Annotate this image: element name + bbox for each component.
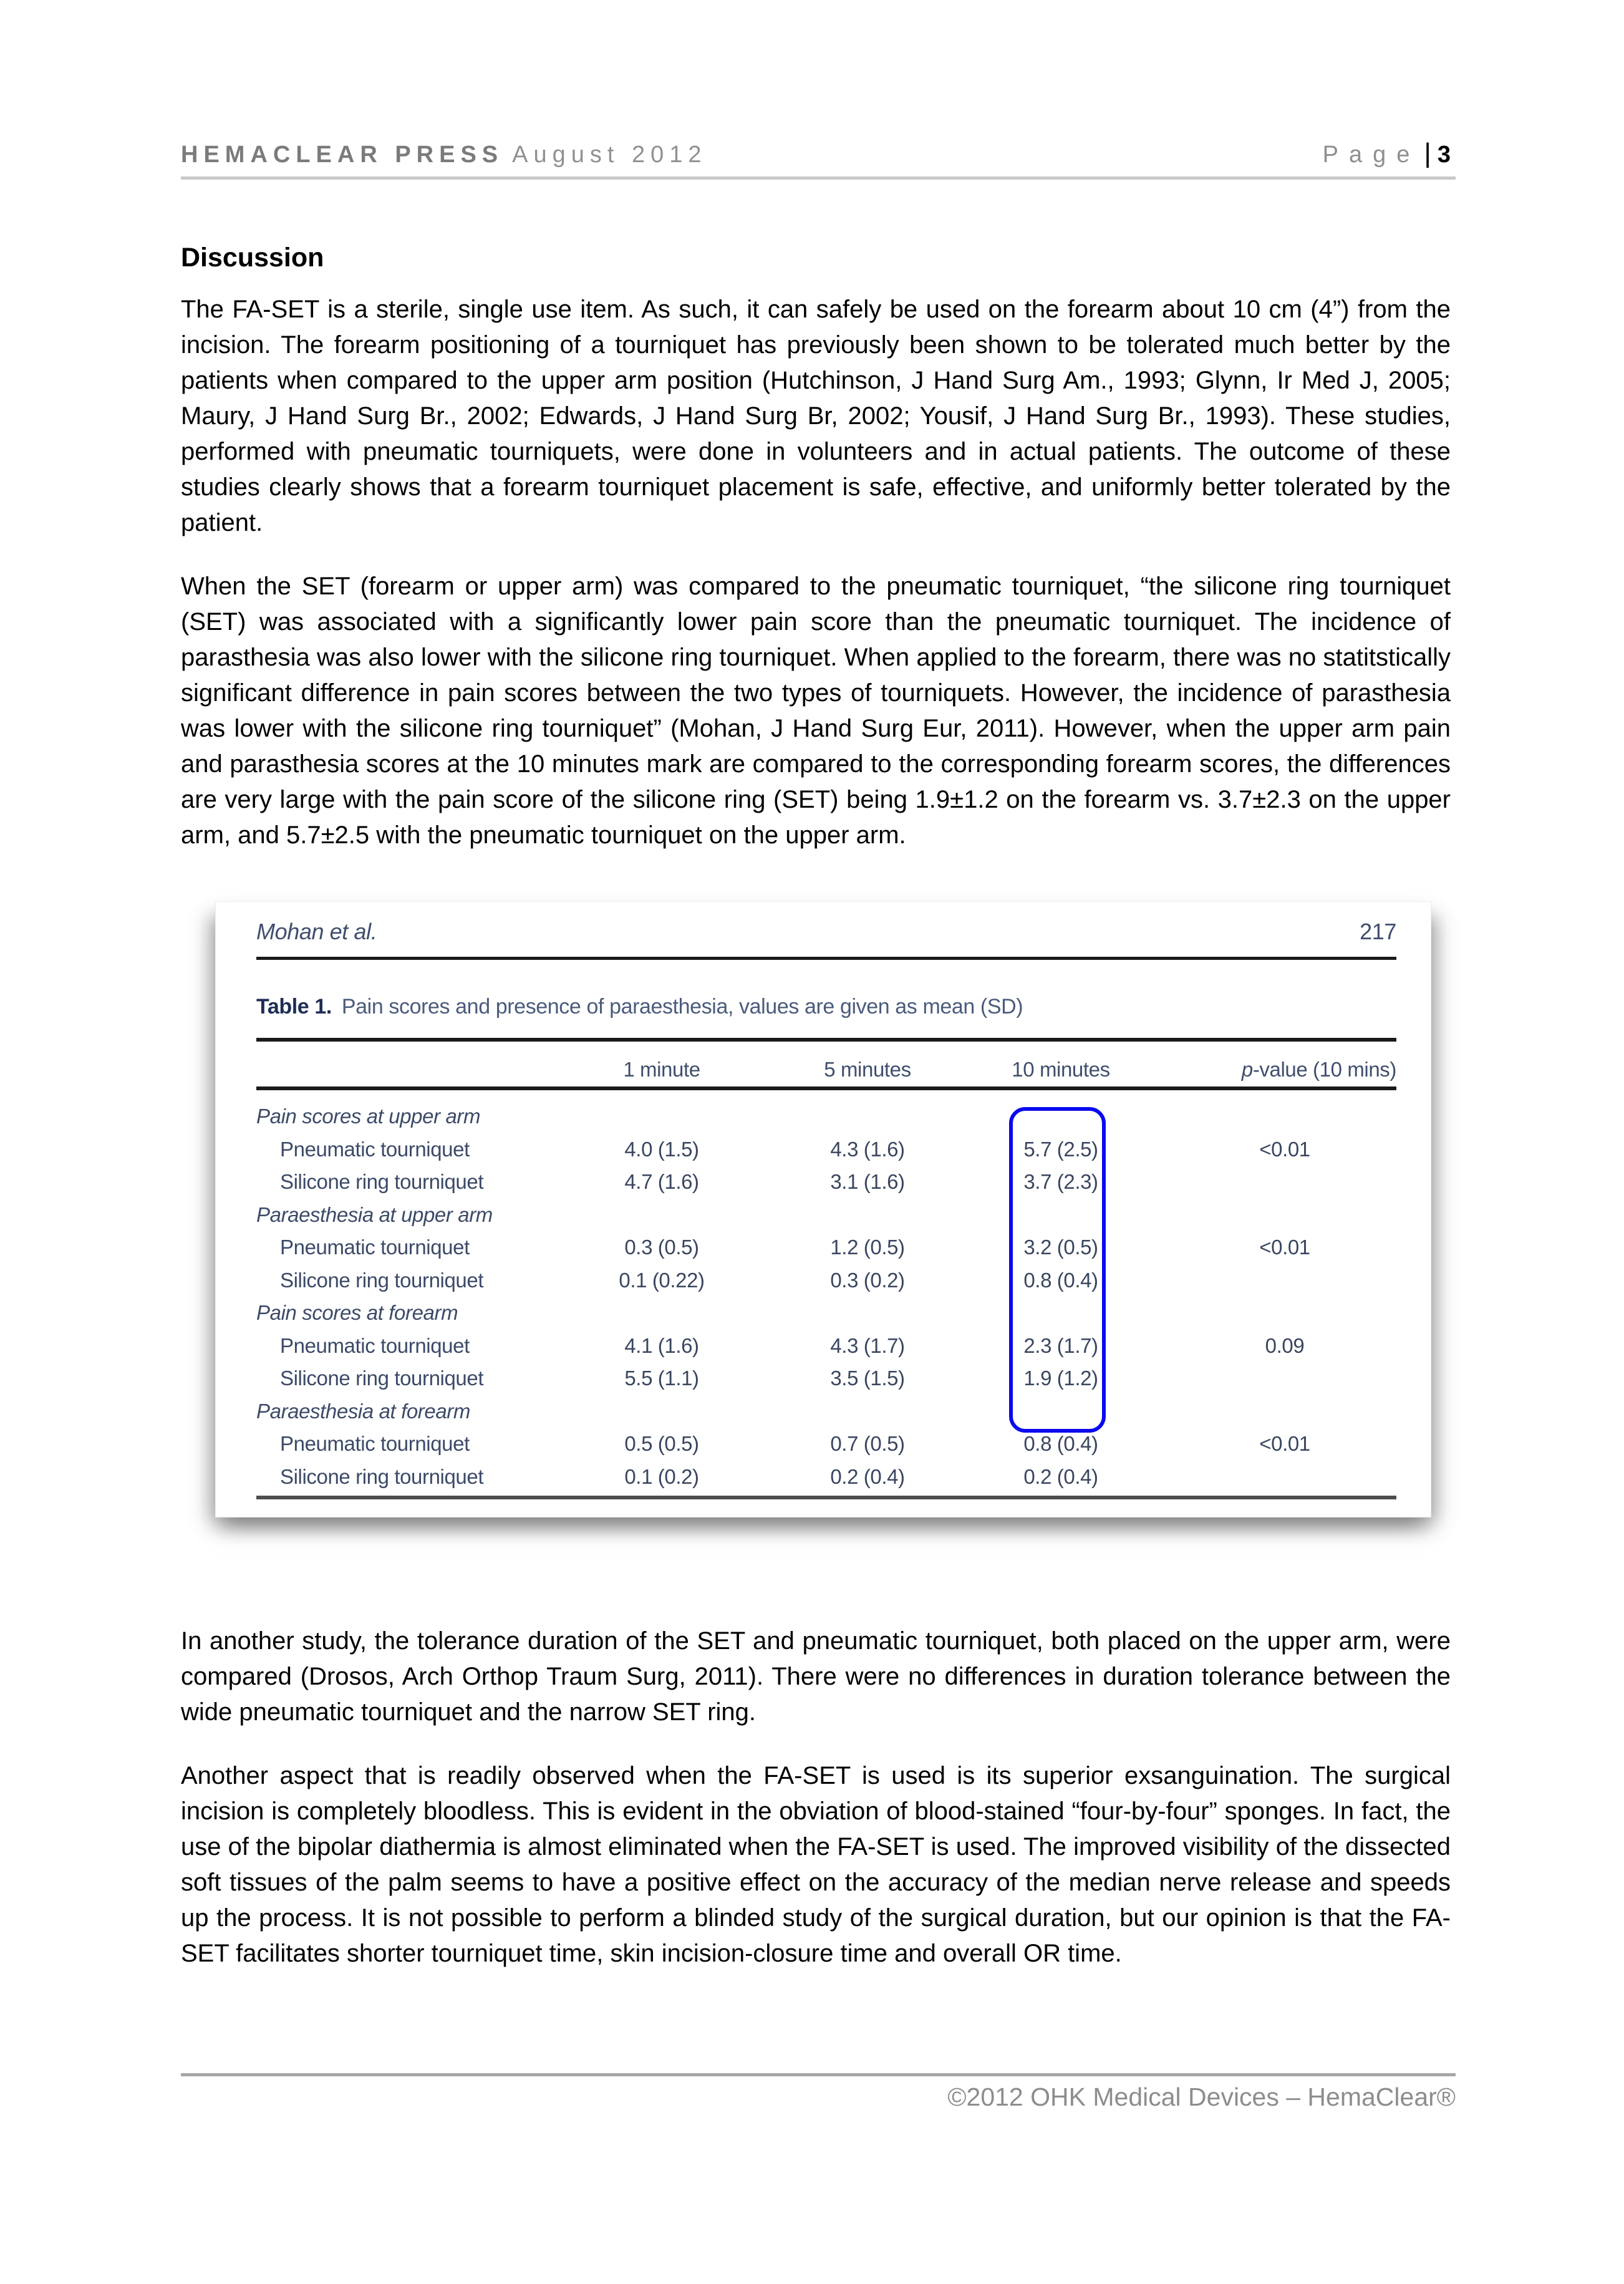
figure-rule-caption <box>256 1038 1396 1042</box>
paragraph-2: When the SET (forearm or upper arm) was compared to the pneumatic tourniquet, “the silicone ring tourniquet (SET) was associated with a significantly lower pain score than the pneumatic tourniquet. The incidence of parasthesia was also lower with the silicone ring tourniquet. When applied to the forearm, there was no statitstically significant difference in pain scores between the two types of tourniquets. However, the incidence of parasthesia was lower with the silicone ring tourniquet” (Mohan, J Hand Surg Eur, 2011). However, when the upper arm pain and parasthesia scores at the 10 minutes mark are compared to the corresponding forearm scores, the differences are very large with the pain score of the silicone ring (SET) being 1.9±1.2 on the forearm vs. 3.7±2.3 on the upper arm, and 5.7±2.5 with the pneumatic tourniquet on the upper arm. <box>181 573 1451 849</box>
page-label: Page <box>1322 142 1421 168</box>
section-heading: Discussion <box>181 243 324 273</box>
column-header-5min: 5 minutes <box>824 1058 911 1081</box>
column-header-pvalue: p-value (10 mins) <box>1241 1058 1396 1081</box>
journal-page-number: 217 <box>1360 919 1396 944</box>
table-row-section: Pain scores at forearm <box>256 1301 458 1324</box>
table-row-section: Pain scores at upper arm <box>256 1105 481 1128</box>
table-row: Silicone ring tourniquet 5.5 (1.1) 3.5 (1.5) 1.9 (1.2) <box>280 1367 1098 1390</box>
table-row: Pneumatic tourniquet 4.1 (1.6) 4.3 (1.7) 2.3 (1.7) 0.09 <box>280 1333 1305 1357</box>
table-row: Pneumatic tourniquet 4.0 (1.5) 4.3 (1.6) 5.7 (2.5) <0.01 <box>280 1137 1310 1161</box>
journal-header <box>256 918 1396 946</box>
column-header-1min: 1 minute <box>623 1058 700 1081</box>
newsletter-date: August 2012 <box>512 142 707 168</box>
table-row: Silicone ring tourniquet 0.1 (0.22) 0.3 (0.2) 0.8 (0.4) <box>280 1268 1098 1292</box>
table-row: Pneumatic tourniquet 0.3 (0.5) 1.2 (0.5) 3.2 (0.5) <0.01 <box>280 1236 1310 1259</box>
page-indicator <box>1323 140 1451 168</box>
page-separator: | <box>1424 138 1431 168</box>
footer-rule <box>181 2073 1456 2076</box>
table-caption-text: Pain scores and presence of paraesthesia, values are given as mean (SD) <box>341 995 1023 1019</box>
paragraph-3: In another study, the tolerance duration of the SET and pneumatic tourniquet, both placed on the upper arm, were compared (Drosos, Arch Orthop Traum Surg, 2011). There were no differences in duration tolerance between the wide pneumatic tourniquet and the narrow SET ring. <box>181 1627 1451 1726</box>
blue-highlight-annotation <box>1009 1107 1106 1433</box>
table-header-row <box>256 1055 1396 1084</box>
paragraph-1: The FA-SET is a sterile, single use item. As such, it can safely be used on the forearm about 10 cm (4”) from the incision. The forearm positioning of a tourniquet has previously been shown to be tolerated much better by the patients when compared to the upper arm position (Hutchinson, J Hand Surg Am., 1993; Glynn, Ir Med J, 2005; Maury, J Hand Surg Br., 2002; Edwards, J Hand Surg Br, 2002; Yousif, J Hand Surg Br., 1993). These studies, performed with pneumatic tourniquets, were done in volunteers and in actual patients. The outcome of these studies clearly shows that a forearm tourniquet placement is safe, effective, and uniformly better tolerated by the patient. <box>181 296 1451 536</box>
figure-rule-top <box>256 957 1396 960</box>
journal-authors: Mohan et al. <box>256 919 377 944</box>
table-row-section: Paraesthesia at forearm <box>256 1399 470 1423</box>
paragraph-4: Another aspect that is readily observed when the FA-SET is used is its superior exsanguination. The surgical incision is completely bloodless. This is evident in the obviation of blood-stained “four-by-four” sponges. In fact, the use of the bipolar diathermia is almost eliminated when the FA-SET is used. The improved visibility of the dissected soft tissues of the palm seems to have a positive effect on the accuracy of the median nerve release and speeds up the process. It is not possible to perform a blinded study of the surgical duration, but our opinion is that the FA-SET facilitates shorter tourniquet time, skin incision-closure time and overall OR time. <box>181 1762 1451 1967</box>
figure-rule-bottom <box>256 1496 1396 1499</box>
page-header <box>181 140 1451 168</box>
figure-rule-header <box>256 1086 1396 1090</box>
newsletter-title: HEMACLEAR PRESS <box>181 142 504 168</box>
document-body <box>181 242 1451 2000</box>
table-caption-label: Table 1. <box>256 995 332 1019</box>
table-body <box>256 1100 1396 1493</box>
table-row-section: Paraesthesia at upper arm <box>256 1202 493 1226</box>
table-caption <box>256 993 1396 1020</box>
table-row: Silicone ring tourniquet 0.1 (0.2) 0.2 (0.4) 0.2 (0.4) <box>280 1464 1098 1488</box>
page-number: 3 <box>1437 142 1451 168</box>
copyright-notice: ©2012 OHK Medical Devices – HemaClear® <box>947 2083 1456 2111</box>
header-rule <box>181 177 1456 180</box>
header-left <box>181 141 707 168</box>
column-header-10min: 10 minutes <box>1012 1058 1110 1081</box>
table-row: Pneumatic tourniquet 0.5 (0.5) 0.7 (0.5) 0.8 (0.4) <0.01 <box>280 1432 1310 1455</box>
embedded-table-figure <box>215 901 1431 1517</box>
table-row: Silicone ring tourniquet 4.7 (1.6) 3.1 (1.6) 3.7 (2.3) <box>280 1170 1098 1193</box>
